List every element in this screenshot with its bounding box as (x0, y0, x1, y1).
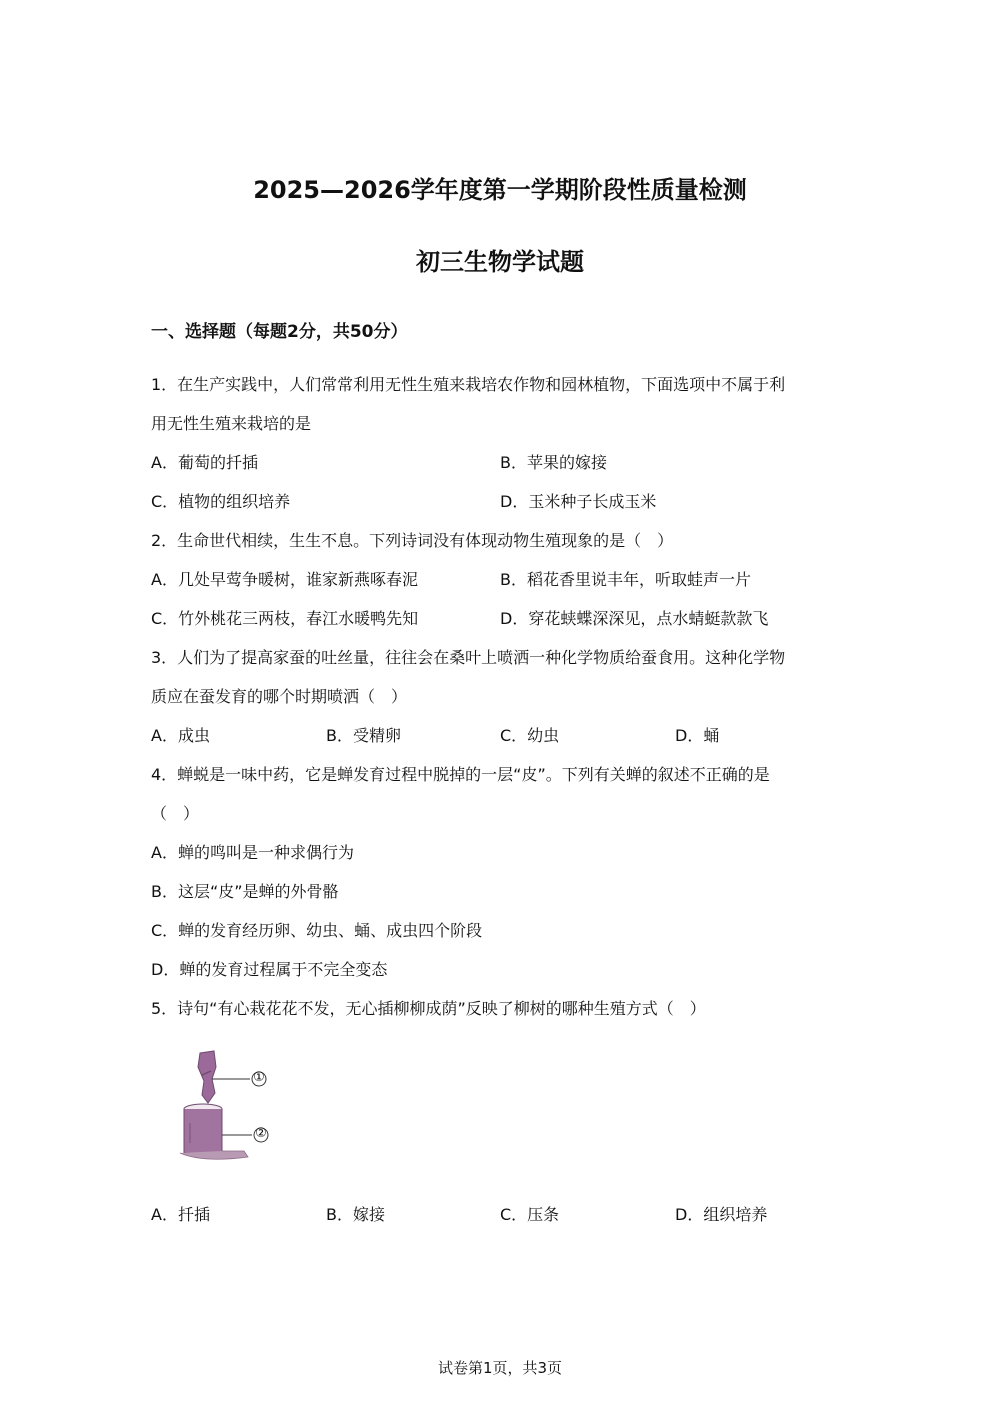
q2-option-d: D．穿花蛱蝶深深见，点水蜻蜓款款飞 (500, 609, 769, 628)
question-4-stem: 4．蝉蜕是一味中药，它是蝉发育过程中脱掉的一层“皮”。下列有关蝉的叙述不正确的是 (151, 765, 770, 784)
exam-subtitle: 初三生物学试题 (416, 248, 584, 276)
q5-option-b: B．嫁接 (326, 1205, 385, 1224)
question-1-stem: 1．在生产实践中，人们常常利用无性生殖来栽培农作物和园林植物，下面选项中不属于利 (151, 375, 786, 394)
figure-label-1: ① (253, 1070, 265, 1085)
question-2-stem: 2．生命世代相续，生生不息。下列诗词没有体现动物生殖现象的是（ ） (151, 531, 674, 550)
exam-title: 2025—2026学年度第一学期阶段性质量检测 (253, 176, 747, 204)
q1-option-d: D．玉米种子长成玉米 (500, 492, 657, 511)
q4-option-c: C．蝉的发育经历卵、幼虫、蛹、成虫四个阶段 (151, 921, 483, 940)
q2-option-a: A．几处早莺争暖树，谁家新燕啄春泥 (151, 570, 418, 589)
question-3-stem: 3．人们为了提高家蚕的吐丝量，往往会在桑叶上喷洒一种化学物质给蚕食用。这种化学物 (151, 648, 786, 667)
q1-option-a: A．葡萄的扦插 (151, 453, 258, 472)
q1-option-c: C．植物的组织培养 (151, 492, 291, 511)
page-footer: 试卷第1页，共3页 (437, 1359, 563, 1377)
q2-option-c: C．竹外桃花三两枝，春江水暖鸭先知 (151, 609, 419, 628)
q3-option-d: D．蛹 (675, 726, 720, 745)
figure-label-2: ② (255, 1126, 267, 1141)
q5-option-c: C．压条 (500, 1205, 560, 1224)
q3-option-c: C．幼虫 (500, 726, 560, 745)
question-1-stem-cont: 用无性生殖来栽培的是 (151, 414, 312, 433)
question-4-stem-cont: （ ） (151, 804, 200, 823)
q4-option-a: A．蝉的鸣叫是一种求偶行为 (151, 843, 354, 862)
q3-option-b: B．受精卵 (326, 726, 401, 745)
question-5-stem: 5．诗句“有心栽花花不发，无心插柳柳成荫”反映了柳树的哪种生殖方式（ ） (151, 999, 706, 1018)
q2-option-b: B．稻花香里说丰年，听取蛙声一片 (500, 570, 751, 589)
section-heading: 一、选择题（每题2分，共50分） (151, 322, 408, 342)
scion-shape (198, 1051, 216, 1103)
q3-option-a: A．成虫 (151, 726, 210, 745)
q1-option-b: B．苹果的嫁接 (500, 453, 607, 472)
q4-option-b: B．这层“皮”是蝉的外骨骼 (151, 882, 339, 901)
q4-option-d: D．蝉的发育过程属于不完全变态 (151, 960, 388, 979)
q5-option-d: D．组织培养 (675, 1205, 768, 1224)
q5-option-a: A．扦插 (151, 1205, 210, 1224)
grafting-figure (178, 1045, 278, 1165)
question-3-stem-cont: 质应在蚕发育的哪个时期喷洒（ ） (151, 687, 408, 706)
